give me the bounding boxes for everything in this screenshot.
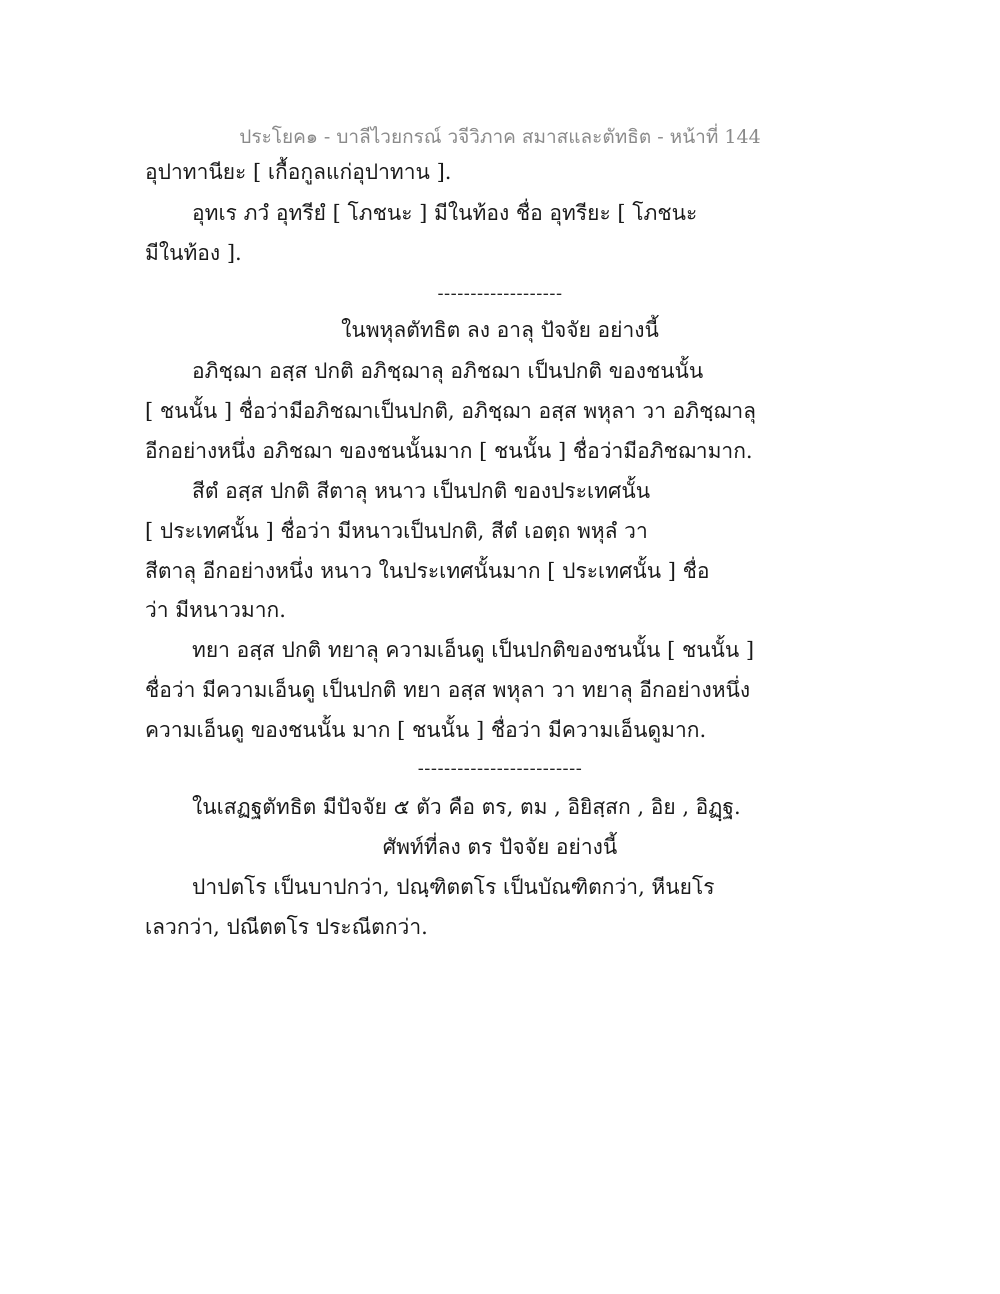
text-line: [ ประเทศนั้น ] ชื่อว่า มีหนาวเป็นปกติ, สีตํ เอตฺถ พหุลํ วา <box>145 519 648 543</box>
text-line: ว่า มีหนาวมาก. <box>145 598 286 622</box>
text-line: มีในท้อง ]. <box>145 241 242 265</box>
text-line: สีตาลุ อีกอย่างหนึ่ง หนาว ในประเทศนั้นมาก [ ประเทศนั้น ] ชื่อ <box>145 559 710 583</box>
section-divider: ------------------- <box>437 283 563 304</box>
text-line: สีตํ อสฺส ปกติ สีตาลุ หนาว เป็นปกติ ของประเทศนั้น <box>192 479 651 503</box>
text-line: ชื่อว่า มีความเอ็นดู เป็นปกติ ทยา อสฺส พหุลา วา ทยาลุ อีกอย่างหนึ่ง <box>145 678 751 702</box>
text-line: อุปาทานียะ [ เกื้อกูลแก่อุปาทาน ]. <box>145 160 452 184</box>
section-heading: ศัพท์ที่ลง ตร ปัจจัย อย่างนี้ <box>382 835 618 859</box>
text-line: อภิชฺฌา อสฺส ปกติ อภิชฺฌาลุ อภิชฌา เป็นปกติ ของชนนั้น <box>192 359 704 383</box>
section-heading: ในพหุลตัทธิต ลง อาลุ ปัจจัย อย่างนี้ <box>341 318 659 342</box>
text-line: [ ชนนั้น ] ชื่อว่ามีอภิชฌาเป็นปกติ, อภิชฺฌา อสฺส พหุลา วา อภิชฺฌาลุ <box>145 399 756 423</box>
text-line: ความเอ็นดู ของชนนั้น มาก [ ชนนั้น ] ชื่อว่า มีความเอ็นดูมาก. <box>145 718 707 742</box>
text-line: อีกอย่างหนึ่ง อภิชฌา ของชนนั้นมาก [ ชนนั้น ] ชื่อว่ามีอภิชฌามาก. <box>145 439 753 463</box>
text-line: ในเสฏฐตัทธิต มีปัจจัย ๕ ตัว คือ ตร, ตม , อิยิสฺสก , อิย , อิฏฺฐ. <box>192 795 741 819</box>
text-line: อุทเร ภวํ อุทรียํ [ โภชนะ ] มีในท้อง ชื่อ อุทรียะ [ โภชนะ <box>192 201 698 225</box>
text-line: เลวกว่า, ปณีตตโร ประณีตกว่า. <box>145 915 428 939</box>
text-line: ปาปตโร เป็นบาปกว่า, ปณฺฑิตตโร เป็นบัณฑิตกว่า, หีนยโร <box>192 875 715 899</box>
section-divider: ------------------------- <box>417 758 583 779</box>
running-header: ประโยค๑ - บาลีไวยกรณ์ วจีวิภาค สมาสและตัทธิต - หน้าที่ 144 <box>239 126 761 148</box>
text-line: ทยา อสฺส ปกติ ทยาลุ ความเอ็นดู เป็นปกติของชนนั้น [ ชนนั้น ] <box>192 638 755 662</box>
